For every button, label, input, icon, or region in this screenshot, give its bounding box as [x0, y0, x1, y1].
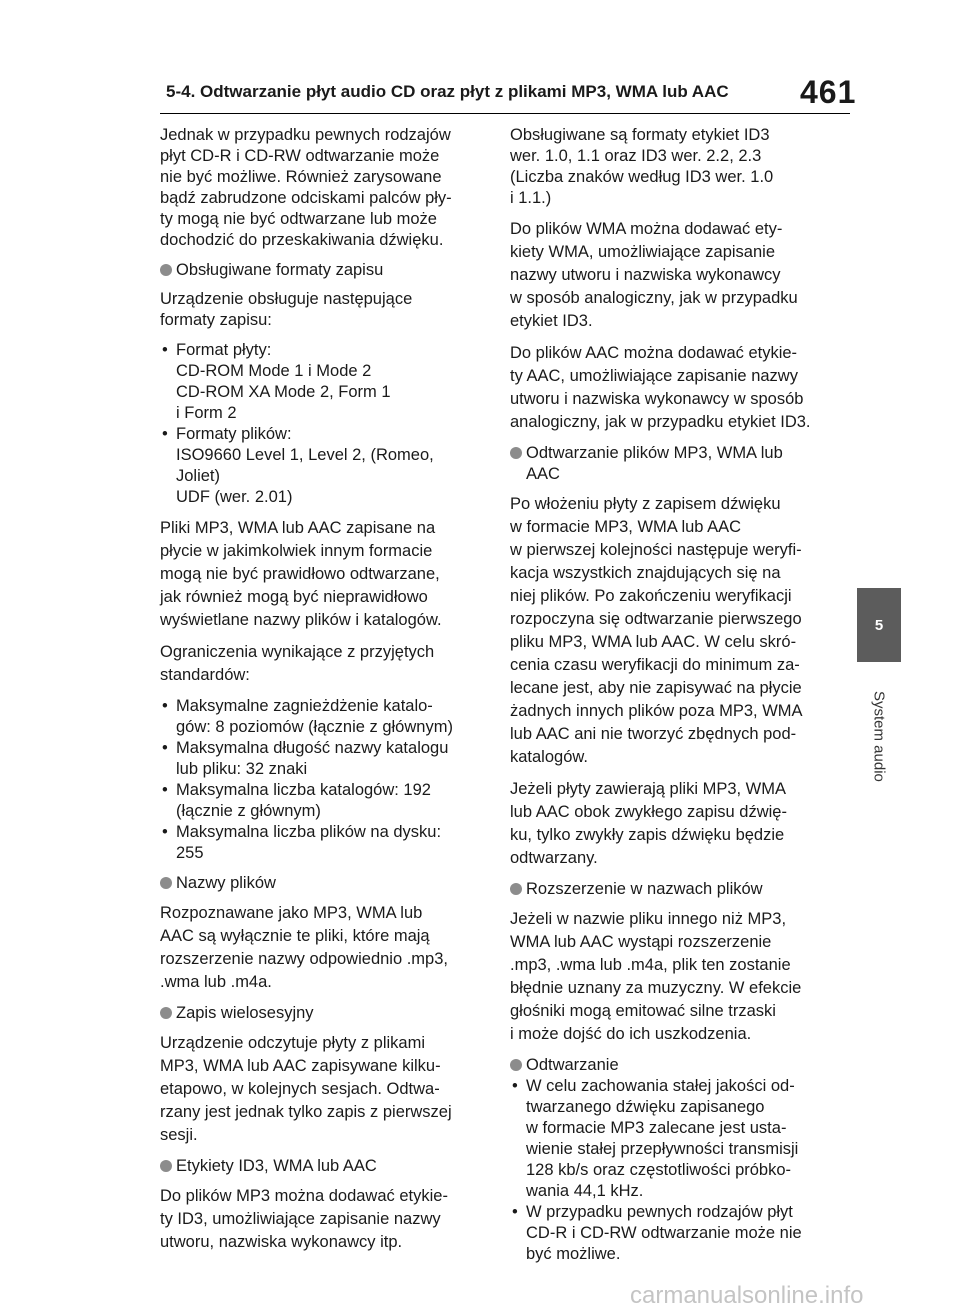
formats-intro: Urządzenie obsługuje następujące formaty zapisu: [160, 290, 413, 329]
list-item: • Format płyty: CD-ROM Mode 1 i Mode 2 CD-ROM XA Mode 2, Form 1 i Form 2 [160, 340, 490, 424]
section-heading-play: Odtwarzanie [510, 1055, 840, 1076]
section-heading-playback: Odtwarzanie plików MP3, WMA lub AAC [510, 443, 840, 485]
limits-intro: Ograniczenia wynikające z przyjętych standardów: [160, 643, 435, 684]
chapter-tab: 5 [857, 588, 901, 662]
section-heading-names: Nazwy plików [160, 873, 490, 894]
list-item: • Maksymalna długość nazwy katalogu lub pliku: 32 znaki [160, 738, 490, 780]
list-item: • Maksymalna liczba plików na dysku: 255 [160, 822, 490, 864]
running-header: 5-4. Odtwarzanie płyt audio CD oraz płyt z plikami MP3, WMA lub AAC [166, 82, 729, 101]
bullet-dot-icon [160, 877, 172, 889]
list-item: • Formaty plików: ISO9660 Level 1, Level 2, (Romeo, Joliet) UDF (wer. 2.01) [160, 424, 490, 508]
bullet-dot-icon [510, 447, 522, 459]
right-column [510, 125, 840, 1274]
names-paragraph: Rozpoznawane jako MP3, WMA lub AAC są wyłącznie te pliki, które mają rozszerzenie nazwy odpowiednio .mp3, .wma lub .m4a. [160, 904, 448, 991]
format-list [160, 340, 490, 508]
chapter-label: System audio [870, 690, 888, 782]
section-heading-extension: Rozszerzenie w nazwach plików [510, 879, 840, 900]
section-heading-formats: Obsługiwane formaty zapisu [160, 260, 490, 281]
left-column [160, 125, 490, 1263]
wma-tags-paragraph: Do plików WMA można dodawać ety- kiety WMA, umożliwiające zapisanie nazwy utworu i nazwiska wykonawcy w sposób analogiczny, jak w przypadku etykiet ID3. [510, 220, 798, 330]
intro-paragraph: Jednak w przypadku pewnych rodzajów płyt CD-R i CD-RW odtwarzanie może nie być możliwe. Również zarysowane bądź zabrudzone odciskami palców pły- ty mogą nie być odtwarzane lub może dochodzić do przeskakiwania dźwięku. [160, 126, 452, 249]
mixed-content-paragraph: Jeżeli płyty zawierają pliki MP3, WMA lub AAC obok zwykłego zapisu dźwię- ku, tylko zwykły zapis dźwięku będzie odtwarzany. [510, 780, 787, 867]
bullet-dot-icon [160, 264, 172, 276]
header-rule [160, 113, 850, 114]
multisession-paragraph: Urządzenie odczytuje płyty z plikami MP3, WMA lub AAC zapisywane kilku- etapowo, w kolejnych sesjach. Odtwa- rzany jest jednak tylko zapis z pierwszej sesji. [160, 1034, 452, 1144]
other-formats-paragraph: Pliki MP3, WMA lub AAC zapisane na płycie w jakimkolwiek innym formacie mogą nie być prawidłowo odtwarzane, jak również mogą być nieprawidłowo wyświetlane nazwy plików i katalogów. [160, 519, 442, 629]
list-item: • Maksymalna liczba katalogów: 192 (łącznie z głównym) [160, 780, 490, 822]
section-heading-multisession: Zapis wielosesyjny [160, 1003, 490, 1024]
limits-list [160, 696, 490, 864]
bullet-dot-icon [160, 1160, 172, 1172]
section-heading-tags: Etykiety ID3, WMA lub AAC [160, 1156, 490, 1177]
watermark: carmanualsonline.info [630, 1282, 864, 1309]
tags-paragraph: Do plików MP3 można dodawać etykie- ty ID3, umożliwiające zapisanie nazwy utworu, nazwiska wykonawcy itp. [160, 1187, 448, 1251]
list-item: • W przypadku pewnych rodzajów płyt CD-R i CD-RW odtwarzanie może nie być możliwe. [510, 1202, 840, 1265]
list-item: • Maksymalne zagnieżdżenie katalo- gów: 8 poziomów (łącznie z głównym) [160, 696, 490, 738]
bullet-dot-icon [510, 1059, 522, 1071]
bullet-dot-icon [510, 883, 522, 895]
bullet-dot-icon [160, 1007, 172, 1019]
id3-paragraph: Obsługiwane są formaty etykiet ID3 wer. 1.0, 1.1 oraz ID3 wer. 2.2, 2.3 (Liczba znaków według ID3 wer. 1.0 i 1.1.) [510, 126, 774, 207]
play-list [510, 1076, 840, 1265]
page-number: 461 [800, 74, 857, 110]
list-item: • W celu zachowania stałej jakości od- twarzanego dźwięku zapisanego w formacie MP3 zalecane jest usta- wienie stałej przepływności transmisji 128 kb/s oraz częstotliwości próbko- wania 44,1 kHz. [510, 1076, 840, 1202]
aac-tags-paragraph: Do plików AAC można dodawać etykie- ty AAC, umożliwiające zapisanie nazwy utworu i nazwiska wykonawcy w sposób analogiczny, jak w przypadku etykiet ID3. [510, 344, 811, 431]
playback-paragraph: Po włożeniu płyty z zapisem dźwięku w formacie MP3, WMA lub AAC w pierwszej kolejności następuje weryfi- kacja wszystkich znajdujących się na niej plików. Po zakończeniu weryfikacji rozpoczyna się odtwarzanie pierwszego pliku MP3, WMA lub AAC. W celu skró- cenia czasu weryfikacji do minimum za- lecane jest, aby nie zapisywać na płycie żadnych innych plików poza MP3, WMA lub AAC ani nie tworzyć zbędnych pod- katalogów. [510, 495, 803, 766]
extension-paragraph: Jeżeli w nazwie pliku innego niż MP3, WMA lub AAC wystąpi rozszerzenie .mp3, .wma lub .m4a, plik ten zostanie błędnie uznany za muzyczny. W efekcie głośniki mogą emitować silne trzaski i może dojść do ich uszkodzenia. [510, 910, 802, 1043]
